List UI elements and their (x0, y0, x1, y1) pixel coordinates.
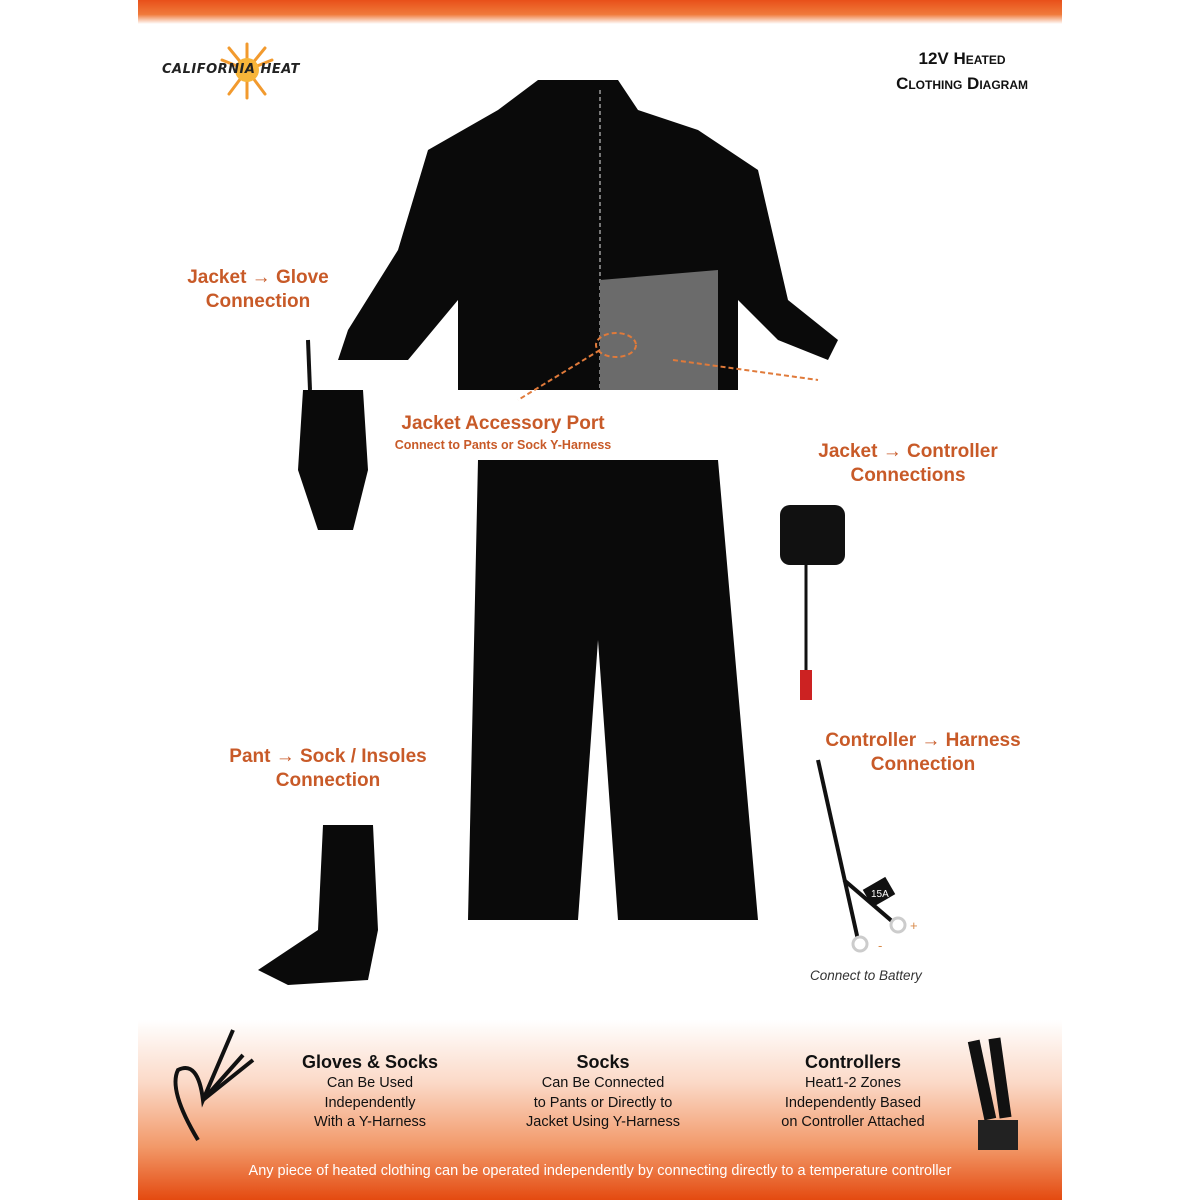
controller-image (780, 505, 845, 565)
battery-caption: Connect to Battery (810, 968, 922, 983)
glove-image (298, 390, 368, 530)
jacket-image (338, 80, 838, 390)
footer-note: Any piece of heated clothing can be operated independently by connecting directly to a temperature controller (248, 1163, 952, 1179)
negative-terminal-icon (853, 937, 867, 951)
label-accessory-port: Jacket Accessory Port Connect to Pants or Sock Y-Harness (394, 413, 612, 452)
svg-text:15A: 15A (871, 889, 889, 900)
svg-text:-: - (878, 938, 883, 953)
label-jacket-controller: Jacket → Controller Connections (818, 441, 998, 486)
garment-illustration (138, 0, 1062, 1020)
label-controller-harness: Controller → Harness Connection (825, 730, 1021, 775)
label-jacket-glove: Jacket → Glove Connection (187, 267, 329, 312)
info-gloves-socks: Gloves & Socks Can Be Used Independently With a Y-Harness (301, 1052, 439, 1130)
y-harness-cable-icon (176, 1030, 254, 1140)
page-title: 12V Heated Clothing Diagram (896, 49, 1028, 93)
label-pant-sock: Pant → Sock / Insoles Connection (229, 746, 427, 791)
positive-terminal-icon (891, 918, 905, 932)
connector-plugs-icon (968, 1038, 1018, 1150)
info-socks: Socks Can Be Connected to Pants or Directly to Jacket Using Y-Harness (526, 1052, 680, 1130)
pants-image (468, 460, 758, 920)
sock-image (258, 825, 378, 985)
diagram-page (138, 0, 1062, 1200)
svg-text:+: + (910, 918, 918, 933)
brand-name: CALIFORNIA HEAT (162, 62, 300, 77)
info-controllers: Controllers Heat1-2 Zones Independently Based on Controller Attached (781, 1052, 925, 1130)
